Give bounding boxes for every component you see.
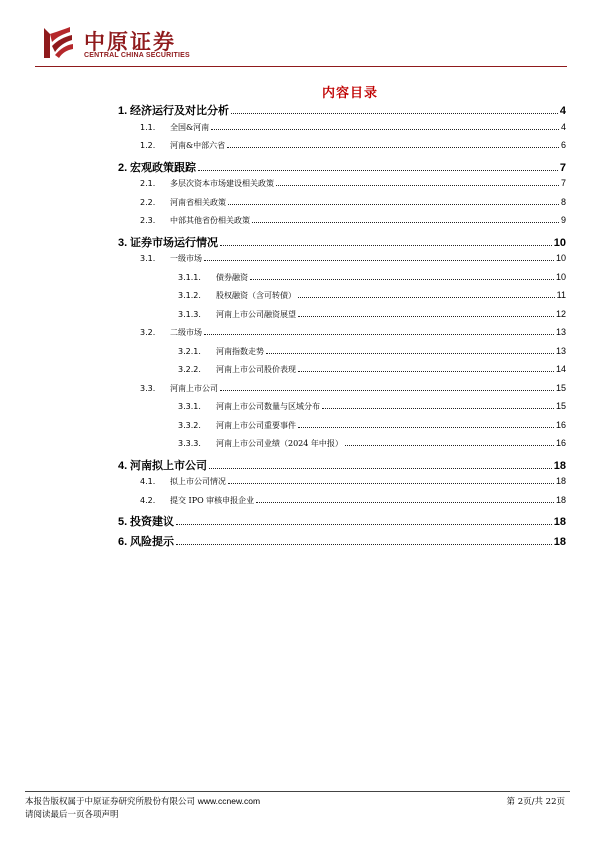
- toc-entry-number: 3.3.2.: [178, 420, 201, 430]
- toc-entry-page: 16: [555, 419, 566, 430]
- toc-entry-label: 股权融资（含可转债）: [216, 291, 296, 300]
- toc-entry-number: 4.2.: [140, 495, 156, 505]
- toc-entry-number: 2.1.: [140, 179, 156, 188]
- toc-entry[interactable]: [140, 253, 566, 272]
- toc-entry-number: 6.: [118, 535, 128, 548]
- toc-entry[interactable]: [178, 401, 566, 420]
- toc-entry[interactable]: [178, 364, 566, 383]
- toc-entry-number: 4.: [118, 459, 128, 472]
- toc-entry-label: 河南上市公司重要事件: [216, 420, 296, 430]
- toc-entry[interactable]: [140, 140, 566, 159]
- toc-dot-leader: [298, 316, 554, 317]
- toc-dot-leader: [228, 204, 559, 205]
- toc-entry-number: 3.3.1.: [178, 402, 201, 411]
- toc-entry-number: 1.: [118, 105, 128, 117]
- toc-entry-label: 二级市场: [170, 328, 202, 337]
- toc-entry[interactable]: [178, 272, 566, 291]
- toc-entry[interactable]: [178, 290, 566, 309]
- toc-title: 内容目录: [321, 86, 378, 101]
- toc-dot-leader: [209, 468, 552, 469]
- toc-entry-page: 14: [555, 364, 566, 374]
- toc-entry-label: 经济运行及对比分析: [130, 104, 229, 117]
- footer-divider: [25, 791, 570, 792]
- toc-entry[interactable]: [178, 420, 566, 439]
- toc-dot-leader: [298, 371, 554, 372]
- toc-entry-label: 宏观政策跟踪: [130, 160, 196, 174]
- toc-entry-page: 7: [559, 161, 566, 174]
- toc-entry-label: 投资建议: [130, 515, 174, 528]
- toc-entry-label: 河南&中部六省: [170, 141, 226, 150]
- toc-entry[interactable]: [118, 513, 566, 533]
- toc-dot-leader: [176, 524, 552, 525]
- toc-entry-number: 3.3.: [140, 383, 156, 393]
- toc-entry-label: 债券融资: [216, 272, 248, 282]
- toc-dot-leader: [252, 222, 559, 223]
- toc-entry[interactable]: [140, 215, 566, 234]
- toc-entry[interactable]: [118, 102, 566, 122]
- toc-entry-number: 3.2.: [140, 328, 156, 337]
- toc-entry-page: 13: [555, 327, 566, 337]
- toc-entry-label: 中部其他省份相关政策: [170, 216, 250, 225]
- toc-entry-page: 18: [553, 516, 566, 528]
- toc-entry[interactable]: [178, 309, 566, 328]
- toc-entry-page: 9: [560, 215, 566, 225]
- toc-entry-label: 提交 IPO 审核申报企业: [170, 495, 255, 505]
- toc-entry-label: 风险提示: [130, 534, 174, 548]
- toc-entry-label: 河南拟上市公司: [130, 458, 207, 472]
- toc-entry-number: 2.2.: [140, 197, 156, 207]
- toc-dot-leader: [198, 170, 558, 171]
- toc-entry-number: 3.1.1.: [178, 272, 201, 282]
- toc-dot-leader: [231, 113, 558, 114]
- toc-entry-label: 河南省相关政策: [170, 197, 226, 207]
- logo-text-cn: 中原证券: [84, 29, 176, 54]
- toc-entry-number: 5.: [118, 516, 128, 528]
- toc-dot-leader: [256, 502, 554, 503]
- toc-entry-number: 3.3.3.: [178, 439, 201, 448]
- footer-page-info: 第 2页/共 22页: [506, 797, 565, 807]
- toc-entry-page: 4: [560, 121, 566, 132]
- toc-dot-leader: [220, 390, 554, 391]
- toc-entry-number: 3.2.1.: [178, 346, 201, 356]
- toc-entry[interactable]: [178, 346, 566, 365]
- toc-entry-number: 2.: [118, 161, 128, 174]
- company-logo-icon: [40, 24, 76, 60]
- toc-entry[interactable]: [140, 383, 566, 402]
- toc-entry-number: 3.1.: [140, 254, 156, 263]
- toc-entry[interactable]: [178, 438, 566, 457]
- toc-dot-leader: [211, 129, 559, 130]
- toc-entry-number: 3.2.2.: [178, 365, 201, 374]
- toc-entry[interactable]: [140, 197, 566, 216]
- toc-entry-page: 10: [553, 236, 566, 249]
- toc-entry-page: 15: [555, 401, 566, 411]
- toc-entry-label: 河南上市公司融资展望: [216, 309, 296, 319]
- toc-dot-leader: [220, 245, 552, 246]
- toc-entry-label: 河南上市公司业绩（2024 年中报）: [216, 439, 343, 448]
- toc-entry-number: 1.1.: [140, 122, 156, 132]
- toc-dot-leader: [298, 427, 554, 428]
- toc-entry-label: 河南上市公司股价表现: [216, 365, 296, 374]
- header-divider: [35, 66, 567, 67]
- toc-dot-leader: [176, 544, 552, 545]
- toc-dot-leader: [266, 353, 554, 354]
- footer-disclaimer: [25, 795, 260, 822]
- toc-dot-leader: [298, 297, 555, 298]
- footer-copyright: 本报告版权属于中原证券研究所股份有限公司: [25, 797, 196, 807]
- toc-dot-leader: [276, 185, 559, 186]
- toc-entry-page: 4: [559, 105, 566, 117]
- toc-entry-page: 12: [555, 308, 566, 319]
- toc-entry-label: 证券市场运行情况: [130, 235, 218, 249]
- toc-dot-leader: [322, 408, 554, 409]
- toc-entry-label: 全国&河南: [170, 122, 210, 132]
- toc-dot-leader: [250, 279, 554, 280]
- toc-entry[interactable]: [140, 122, 566, 141]
- toc-entry-page: 16: [555, 438, 566, 448]
- toc-dot-leader: [228, 483, 554, 484]
- toc-entry-page: 6: [560, 140, 566, 150]
- toc-entry[interactable]: [118, 234, 566, 254]
- toc-entry-label: 河南上市公司数量与区域分布: [216, 402, 320, 411]
- toc-entry-page: 18: [555, 476, 566, 486]
- toc-dot-leader: [345, 445, 554, 446]
- toc-entry-number: 3.1.3.: [178, 309, 201, 319]
- toc-entry[interactable]: [140, 327, 566, 346]
- toc-entry-page: 18: [553, 459, 566, 472]
- toc-entry-number: 4.1.: [140, 477, 156, 486]
- toc-entry-number: 3.1.2.: [178, 291, 201, 300]
- toc-dot-leader: [227, 147, 559, 148]
- footer-notice: 请阅读最后一页各项声明: [25, 810, 119, 820]
- footer-website-link[interactable]: www.ccnew.com: [197, 796, 261, 806]
- toc-entry-number: 3.: [118, 236, 128, 249]
- toc-entry[interactable]: [118, 533, 566, 553]
- toc-entry-page: 18: [553, 535, 566, 548]
- toc-entry-number: 2.3.: [140, 216, 156, 225]
- toc-entry-page: 10: [555, 253, 566, 263]
- toc-entry-label: 拟上市公司情况: [170, 477, 226, 486]
- toc-entry-label: 河南指数走势: [216, 346, 264, 356]
- page-header: [40, 22, 555, 66]
- toc-entry[interactable]: [118, 457, 566, 477]
- toc-entry-label: 多层次资本市场建设相关政策: [170, 179, 274, 188]
- toc-dot-leader: [204, 334, 554, 335]
- toc-entry-page: 15: [555, 382, 566, 393]
- toc-entry-page: 13: [555, 345, 566, 356]
- toc-entry-page: 18: [555, 494, 566, 505]
- toc-entry-page: 7: [560, 178, 566, 188]
- toc-entry-page: 8: [560, 196, 566, 207]
- toc-entry-number: 1.2.: [140, 141, 156, 150]
- toc-entry[interactable]: [140, 476, 566, 495]
- toc-entry-label: 一级市场: [170, 254, 202, 263]
- toc-entry[interactable]: [140, 495, 566, 514]
- table-of-contents: [118, 102, 566, 552]
- logo-text-en: CENTRAL CHINA SECURITIES: [84, 52, 190, 59]
- toc-entry[interactable]: [118, 159, 566, 179]
- toc-entry-page: 11: [556, 290, 566, 300]
- toc-entry-label: 河南上市公司: [170, 383, 218, 393]
- toc-entry[interactable]: [140, 178, 566, 197]
- toc-entry-page: 10: [555, 271, 566, 282]
- toc-dot-leader: [204, 260, 554, 261]
